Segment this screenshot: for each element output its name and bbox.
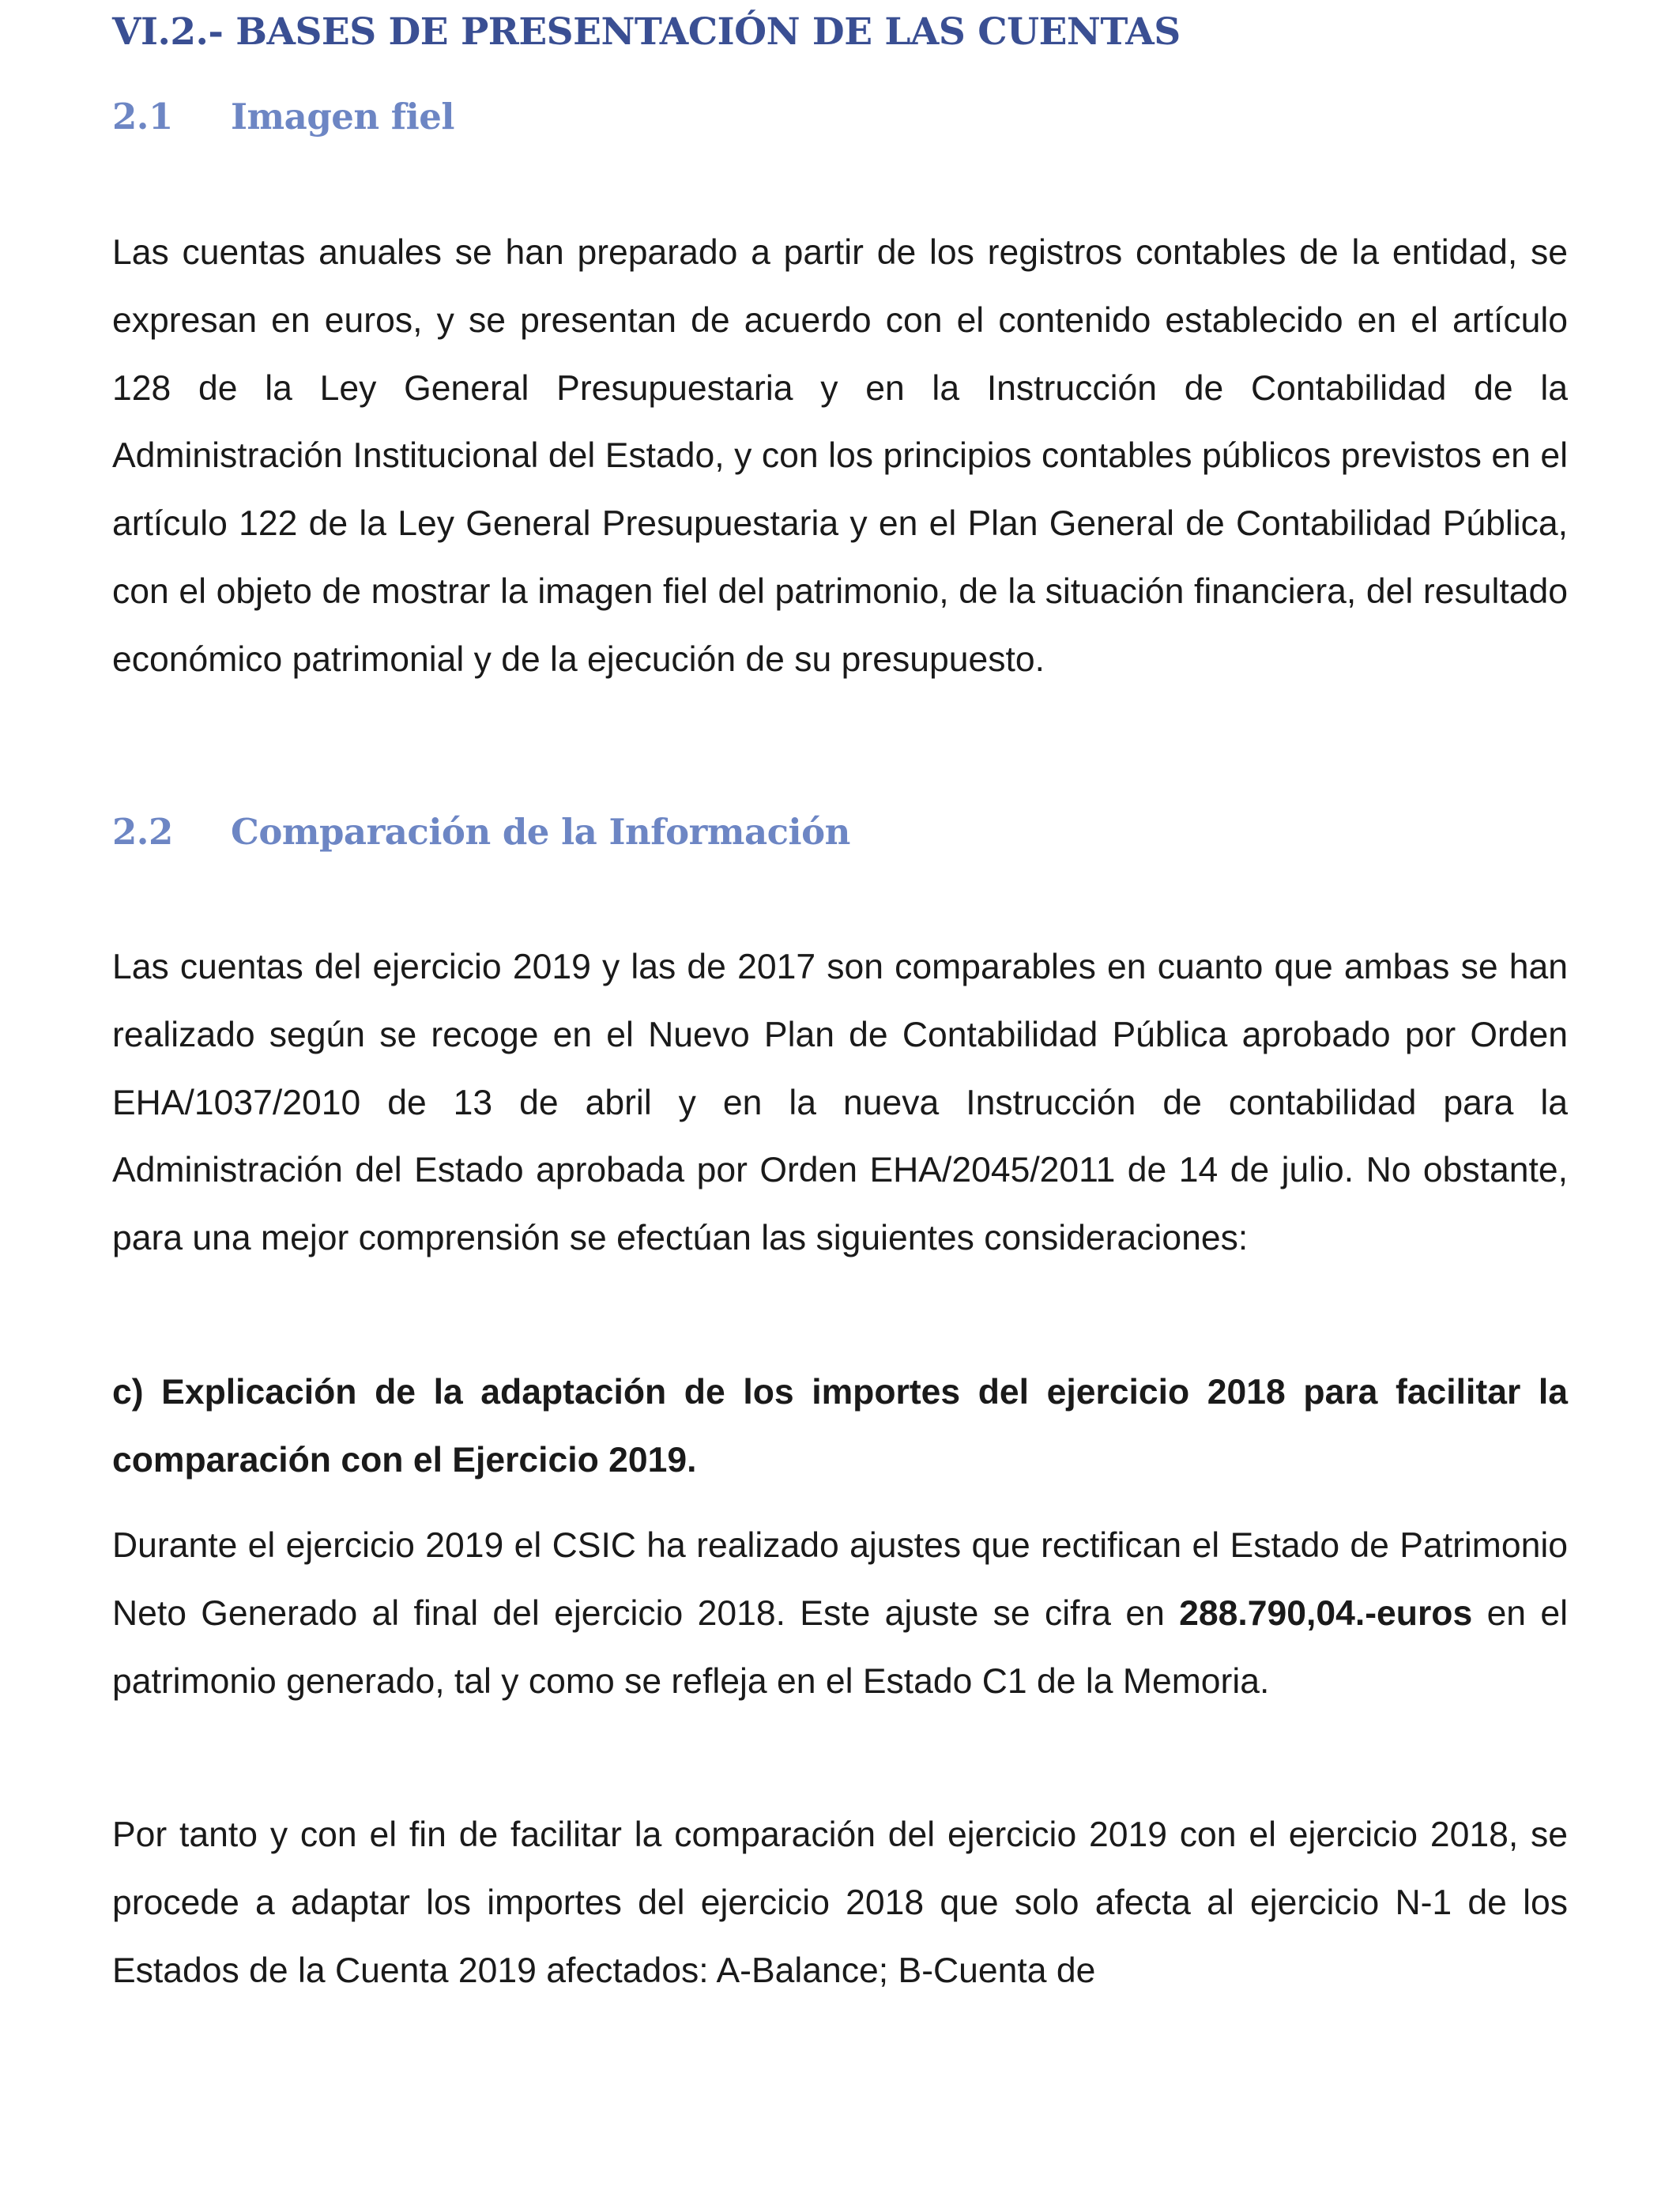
paragraph-adaptacion-importes: Por tanto y con el fin de facilitar la comparación del ejercicio 2019 con el ejercicio 2018, se procede a adaptar los importes del ejercicio 2018 que solo afecta al ejercicio N-1 de los Estados de la Cuenta 2019 afectados: A-Balance; B-Cuenta de [112, 1815, 1568, 1990]
section-heading-imagen-fiel [112, 89, 454, 145]
section-heading-text: Comparación de la Información [231, 811, 850, 853]
paragraph-comparacion: Las cuentas del ejercicio 2019 y las de 2017 son comparables en cuanto que ambas se han realizado según se recoge en el Nuevo Plan de Contabilidad Pública aprobado por Orden EHA/1037/2010 de 13 de abril y en la nueva Instrucción de contabilidad para la Administración del Estado aprobada por Orden EHA/2045/2011 de 14 de julio. No obstante, para una mejor comprensión se efectúan las siguientes consideraciones: [112, 948, 1568, 1258]
paragraph-ajuste-text-after: en el patrimonio generado, tal y como se refleja en el Estado C1 de la Memoria. [112, 1593, 1568, 1701]
section-heading-text: Imagen fiel [231, 96, 454, 138]
document-title: VI.2.- BASES DE PRESENTACIÓN DE LAS CUENTAS [112, 10, 1181, 54]
adjust-amount: 288.790,04.-euros [1179, 1593, 1473, 1633]
section-heading-comparacion [112, 805, 850, 860]
paragraph-imagen-fiel: Las cuentas anuales se han preparado a partir de los registros contables de la entidad, se expresan en euros, y se presentan de acuerdo con el contenido establecido en el artículo 128 de la Ley General Presupuestaria y en la Instrucción de Contabilidad de la Administración Institucional del Estado, y con los principios contables públicos previstos en el artículo 122 de la Ley General Presupuestaria y en el Plan General de Contabilidad Pública, con el objeto de mostrar la imagen fiel del patrimonio, de la situación financiera, del resultado económico patrimonial y de la ejecución de su presupuesto. [112, 233, 1568, 679]
section-number: 2.2 [112, 811, 173, 853]
paragraph-ajuste [112, 1512, 1568, 1715]
section-number: 2.1 [112, 96, 173, 138]
subheading-adaptacion: c) Explicación de la adaptación de los importes del ejercicio 2018 para facilitar la comparación con el Ejercicio 2019. [112, 1373, 1568, 1480]
paragraph-ajuste-text-before: Durante el ejercicio 2019 el CSIC ha realizado ajustes que rectifican el Estado de Patrimonio Neto Generado al final del ejercicio 2018. Este ajuste se cifra en [112, 1526, 1568, 1633]
